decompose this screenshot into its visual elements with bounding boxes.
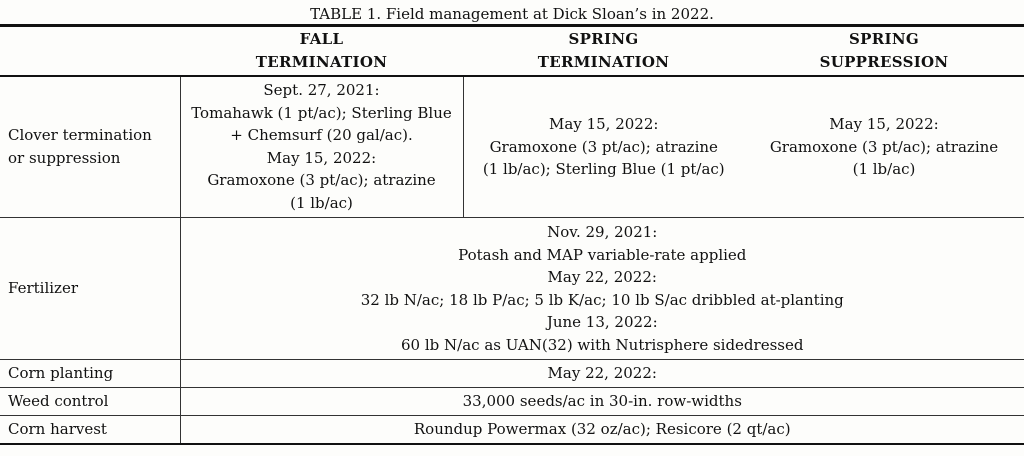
cell-text: 32 lb N/ac; 18 lb P/ac; 5 lb K/ac; 10 lb S/ac dribbled at-planting [360, 290, 844, 309]
cell-text: Gramoxone (3 pt/ac); atrazine [489, 137, 718, 156]
table-row-weed-control [0, 388, 1024, 416]
header-text: SUPPRESSION [819, 52, 949, 71]
header-spring-suppression [744, 26, 1024, 76]
cell-text: Gramoxone (3 pt/ac); atrazine [769, 137, 999, 156]
row-label-weed-control: Weed control [8, 392, 109, 411]
header-row [0, 26, 1024, 76]
cell-clover-spring-suppression [744, 76, 1024, 218]
header-text: TERMINATION [537, 52, 670, 71]
cell-clover-spring-termination [463, 76, 744, 218]
row-label-fertilizer: Fertilizer [8, 279, 79, 298]
label-text: or suppression [8, 148, 121, 167]
cell-text: May 22, 2022: [547, 268, 657, 286]
header-fall-termination [180, 26, 463, 76]
cell-text: (1 lb/ac) [852, 160, 916, 178]
cell-fertilizer [180, 218, 1024, 360]
table-row-fertilizer [0, 218, 1024, 360]
header-text: SPRING [568, 30, 639, 49]
header-text: SPRING [849, 30, 919, 49]
cell-text: Nov. 29, 2021: [547, 223, 658, 241]
cell-corn-planting: May 22, 2022: [180, 360, 1024, 388]
cell-text: June 13, 2022: [546, 313, 658, 331]
row-label-corn-planting: Corn planting [8, 364, 114, 383]
table-row-corn-planting [0, 360, 1024, 388]
cell-text: (1 lb/ac); Sterling Blue (1 pt/ac) [482, 160, 725, 178]
cell-text: May 15, 2022: [266, 148, 377, 167]
table-caption: TABLE 1. Field management at Dick Sloan’s in 2022. [310, 5, 714, 23]
cell-text: + Chemsurf (20 gal/ac). [230, 126, 413, 145]
cell-corn-harvest: Roundup Powermax (32 oz/ac); Resicore (2 qt/ac) [180, 416, 1024, 444]
cell-clover-fall [180, 76, 463, 218]
cell-text: (1 lb/ac) [290, 193, 353, 212]
cell-text: May 15, 2022: [829, 115, 939, 133]
cell-text: 60 lb N/ac as UAN(32) with Nutrisphere sidedressed [401, 335, 804, 354]
header-text: TERMINATION [255, 52, 388, 71]
cell-text: Sept. 27, 2021: [263, 81, 380, 100]
header-spring-termination [463, 26, 744, 76]
table-row-clover [0, 76, 1024, 218]
label-text: Clover termination [8, 126, 152, 145]
table-row-corn-harvest [0, 416, 1024, 444]
field-management-table [0, 24, 1024, 445]
cell-weed-control: 33,000 seeds/ac in 30-in. row-widths [180, 388, 1024, 416]
row-label-clover [0, 76, 180, 218]
header-empty [0, 26, 180, 76]
cell-text: Gramoxone (3 pt/ac); atrazine [207, 171, 436, 190]
row-label-corn-harvest: Corn harvest [8, 420, 107, 438]
header-text: FALL [299, 30, 344, 49]
cell-text: Tomahawk (1 pt/ac); Sterling Blue [191, 103, 452, 122]
cell-text: Potash and MAP variable-rate applied [458, 245, 747, 264]
cell-text: May 15, 2022: [549, 115, 659, 133]
